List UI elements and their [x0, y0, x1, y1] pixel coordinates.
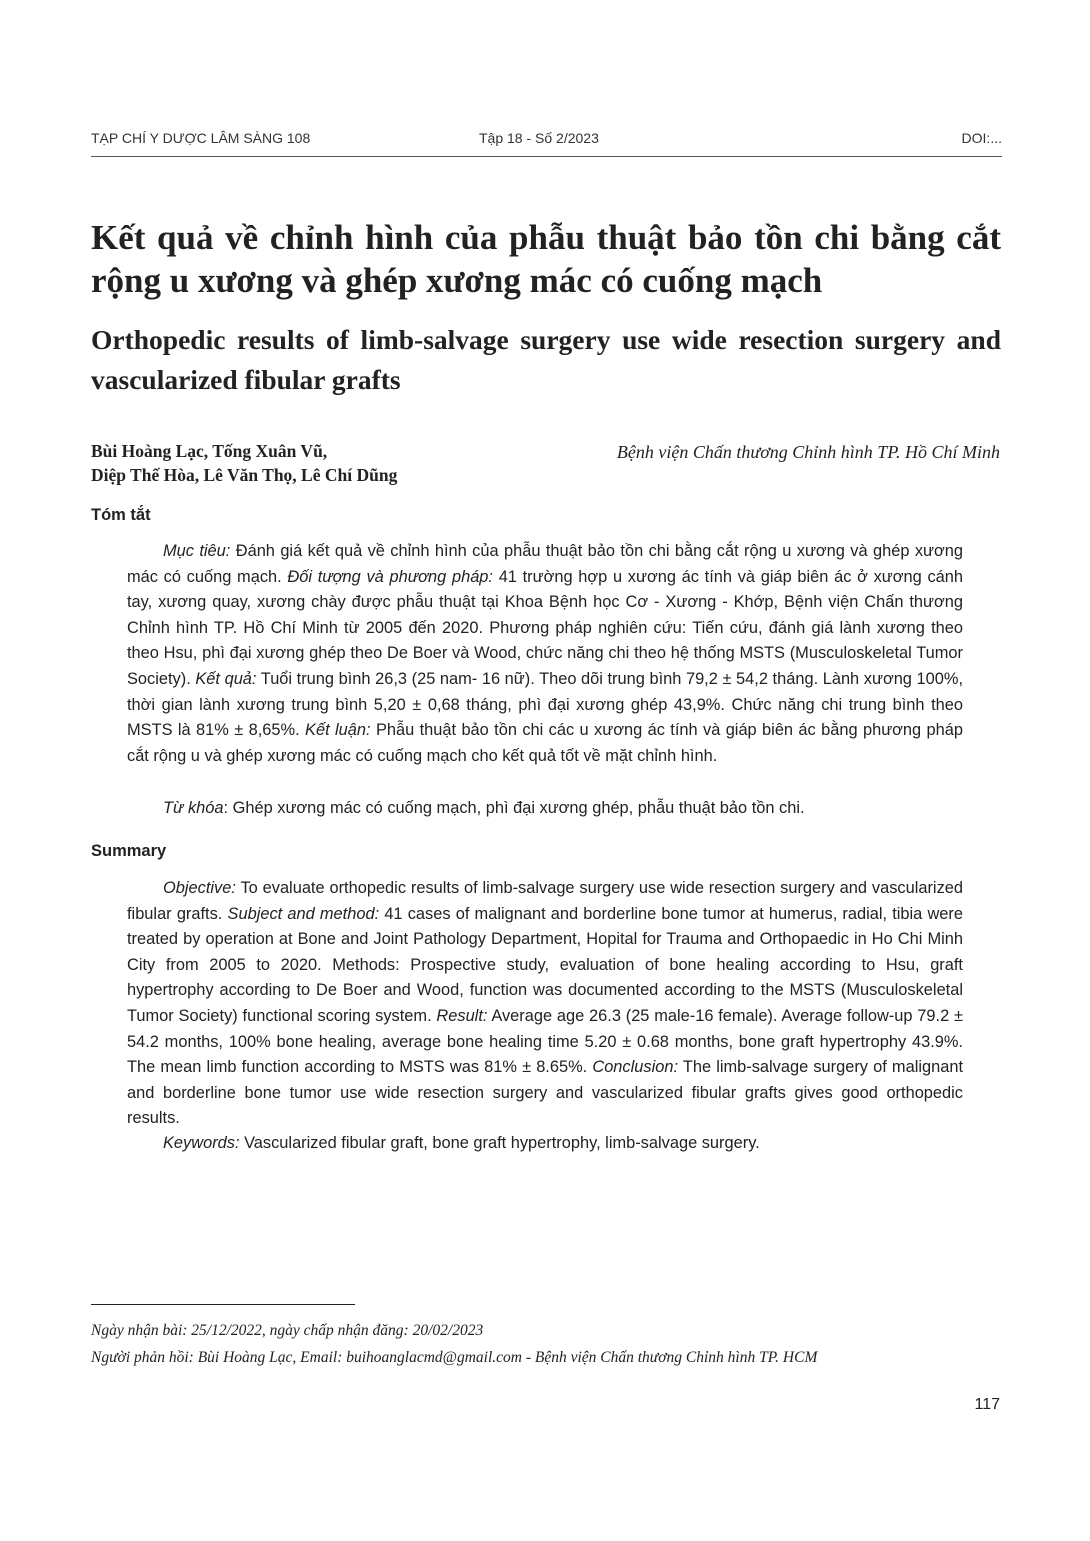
- journal-name: TẠP CHÍ Y DƯỢC LÂM SÀNG 108: [91, 130, 311, 146]
- text: 41 trường hợp u xương ác tính và giáp biên ác ở xương cánh tay, xương quay, xương chày được phẫu thuật tại Khoa Bệnh học Cơ - Xương - Khớp, Bệnh viện Chấn thương Chỉnh hình TP. Hồ Chí Minh từ 2005 đến 2020. Phương pháp nghiên cứu: Tiến cứu, đánh giá lành xương theo theo Hsu, phì đại xương ghép theo De Boer và Wood, chức năng chi theo hệ thống MSTS (Musculoskeletal Tumor Society).: [127, 567, 963, 688]
- authors: [91, 439, 397, 487]
- affiliation: Bệnh viện Chấn thương Chỉnh hình TP. Hồ Chí Minh: [616, 442, 1000, 462]
- text: Đánh giá kết quả về chỉnh hình của phẫu thuật bảo tồn chi bằng cắt rộng u xương và ghép xương mác có cuống mạch.: [127, 542, 963, 586]
- text: Phẫu thuật bảo tồn chi các u xương ác tính và giáp biên ác bằng phương pháp cắt rộng u và ghép xương mác có cuống mạch cho kết quả tốt về mặt chỉnh hình.: [127, 721, 963, 765]
- abstract-heading-vi: Tóm tắt: [91, 506, 151, 524]
- abstract-en-body: [127, 876, 963, 1132]
- abstract-vi-body: [127, 539, 963, 769]
- label-conclusion: Kết luận:: [305, 721, 371, 740]
- abstract-heading-en: Summary: [91, 842, 167, 860]
- page-number: 117: [974, 1396, 1000, 1413]
- running-header: [91, 128, 1002, 157]
- label-method: Subject and method:: [227, 904, 380, 923]
- text: The limb-salvage surgery of malignant and borderline bone tumor use wide resection surgery and vascularized fibular grafts gives good orthopedic results.: [127, 1058, 963, 1128]
- keywords-text: Vascularized fibular graft, bone graft hypertrophy, limb-salvage surgery.: [239, 1134, 760, 1152]
- label-result: Kết quả:: [195, 669, 257, 688]
- label-objective: Mục tiêu:: [163, 542, 231, 560]
- authors-line: Bùi Hoàng Lạc, Tống Xuân Vũ,: [91, 441, 328, 461]
- keywords-label: Keywords:: [163, 1134, 240, 1152]
- footnote-received: Ngày nhận bài: 25/12/2022, ngày chấp nhận đăng: 20/02/2023: [91, 1322, 484, 1339]
- issue-info: Tập 18 - Số 2/2023: [479, 130, 599, 146]
- keywords-vi: [163, 799, 805, 818]
- label-objective: Objective:: [163, 879, 236, 897]
- title-vietnamese: Kết quả về chỉnh hình của phẫu thuật bảo tồn chi bằng cắt rộng u xương và ghép xương mác có cuống mạch: [91, 218, 1001, 300]
- footnote-divider: [91, 1304, 355, 1305]
- text: To evaluate orthopedic results of limb-salvage surgery use wide resection surgery and vascularized fibular grafts.: [127, 879, 963, 923]
- text: Tuổi trung bình 26,3 (25 nam- 16 nữ). Theo dõi trung bình 79,2 ± 54,2 tháng. Lành xương 100%, thời gian lành xương trung bình 5,20 ± 0,68 tháng, phì đại xương ghép 43,9%. Chức năng chi trung bình theo MSTS là 81% ± 8,65%.: [127, 669, 963, 740]
- footnote-correspondence: Người phản hồi: Bùi Hoàng Lạc, Email: buihoanglacmd@gmail.com - Bệnh viện Chấn thương Chỉnh hình TP. HCM: [91, 1349, 818, 1366]
- label-result: Result:: [436, 1006, 488, 1025]
- keywords-text: : Ghép xương mác có cuống mạch, phì đại xương ghép, phẫu thuật bảo tồn chi.: [223, 799, 805, 817]
- text: 41 cases of malignant and borderline bone tumor at humerus, radial, tibia were treated by operation at Bone and Joint Pathology Department, Hopital for Trauma and Orthopaedic in Ho Chi Minh City from 2005 to 2020. Methods: Prospective study, evaluation of bone healing according to Hsu, graft hypertrophy according to De Boer and Wood, function was documented according to the MSTS (Musculoskeletal Tumor Society) functional scoring system.: [127, 904, 963, 1025]
- label-method: Đối tượng và phương pháp:: [287, 567, 493, 586]
- keywords-en: [163, 1134, 760, 1153]
- authors-line: Diệp Thế Hòa, Lê Văn Thọ, Lê Chí Dũng: [91, 465, 398, 485]
- keywords-label: Từ khóa: [163, 799, 224, 817]
- text: Average age 26.3 (25 male-16 female). Average follow-up 79.2 ± 54.2 months, 100% bone healing, average bone healing time 5.20 ± 0.68 months, bone graft hypertrophy 43.9%. The mean limb function according to MSTS was 81% ± 8.65%.: [127, 1006, 963, 1077]
- title-english: Orthopedic results of limb-salvage surgery use wide resection surgery and vascularized fibular grafts: [91, 324, 1001, 395]
- label-conclusion: Conclusion:: [592, 1058, 679, 1077]
- doi: DOI:...: [961, 130, 1002, 146]
